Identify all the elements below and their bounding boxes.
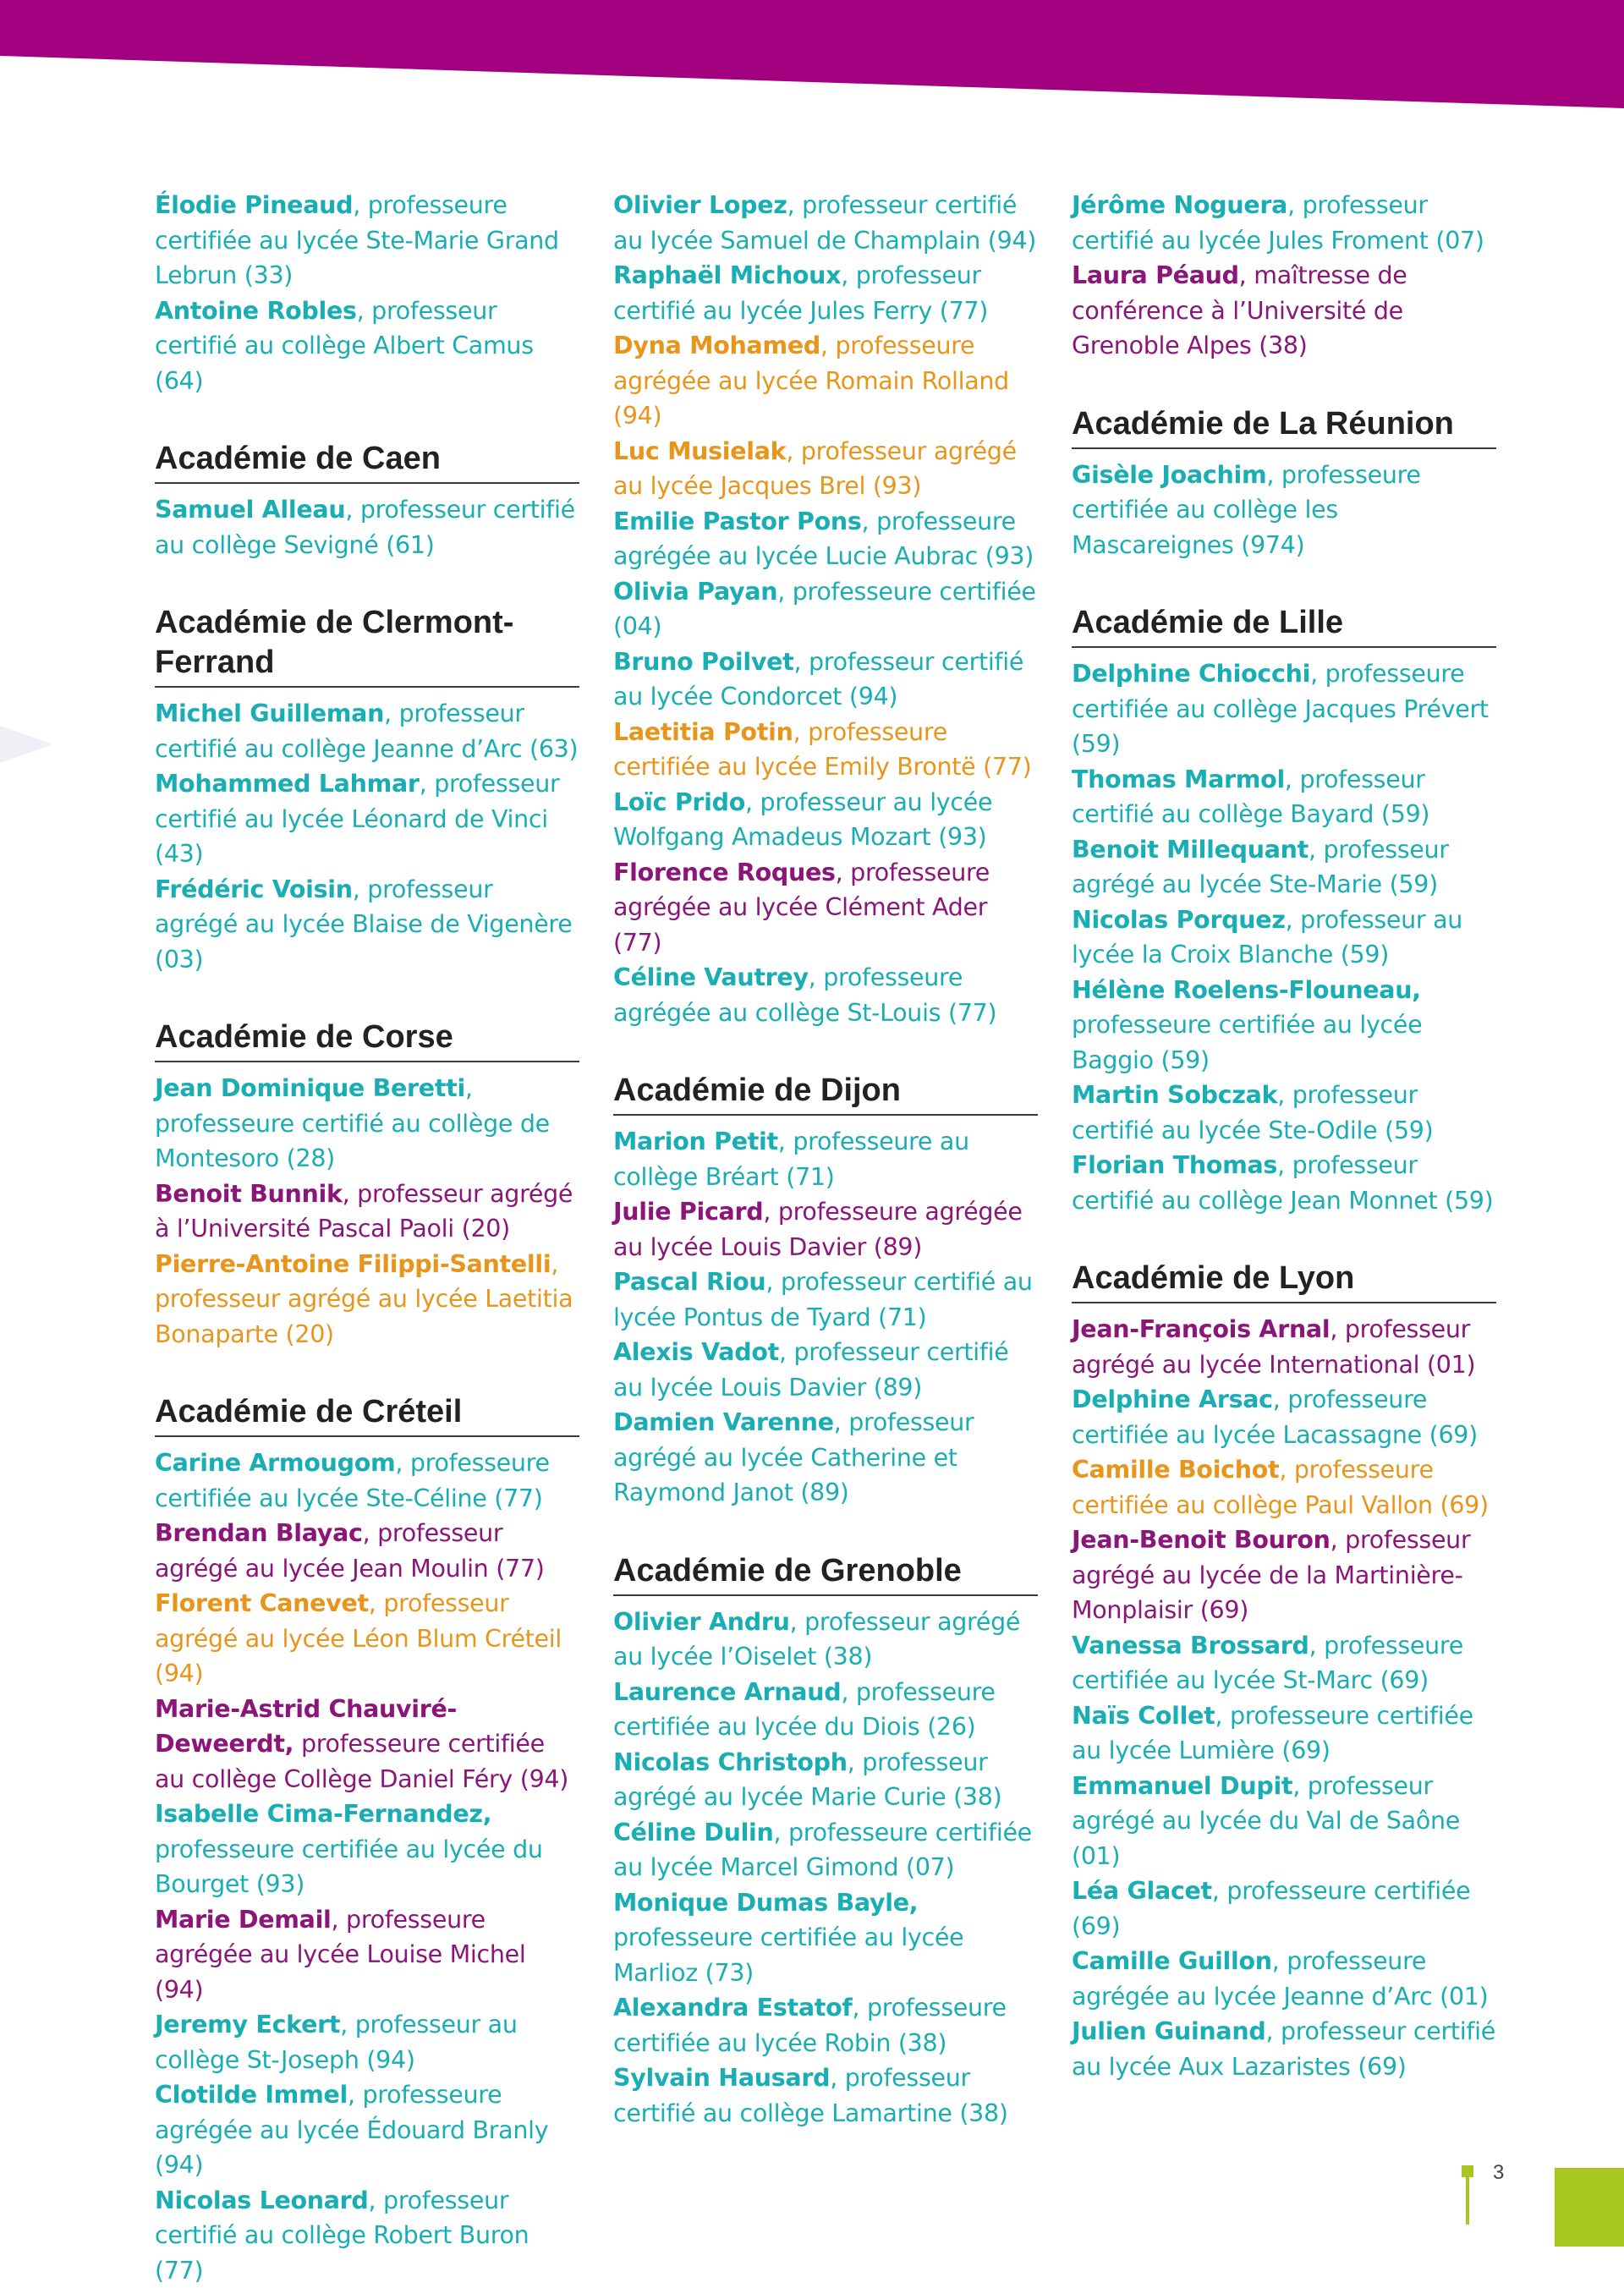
member-name: Benoit Bunnik bbox=[155, 1180, 343, 1208]
member-name: Céline Vautrey bbox=[613, 963, 809, 991]
member-entry bbox=[155, 1177, 579, 1247]
member-entry bbox=[1072, 1628, 1496, 1698]
member-name: Alexandra Estatof bbox=[613, 1994, 852, 2022]
member-name: Sylvain Hausard bbox=[613, 2064, 830, 2092]
section-heading: Académie de Créteil bbox=[155, 1392, 579, 1437]
top-banner-band bbox=[0, 0, 1624, 110]
member-role: , professeur agrégé au lycée Blaise de Vigenère (03) bbox=[155, 875, 572, 974]
member-entry bbox=[1072, 1148, 1496, 1218]
member-entry bbox=[155, 2183, 579, 2288]
member-role: , professeur certifié au collège Jean Monnet (59) bbox=[1072, 1151, 1493, 1215]
academy-section bbox=[613, 1071, 1038, 1511]
member-name: Gisèle Joachim bbox=[1072, 461, 1266, 489]
member-role: , professeure certifié au collège de Montesoro (28) bbox=[155, 1074, 550, 1172]
member-entry bbox=[613, 2060, 1038, 2131]
member-role: , professeur agrégé au lycée Catherine et Raymond Janot (89) bbox=[613, 1408, 974, 1506]
member-entry bbox=[155, 1071, 579, 1177]
section-heading: Académie de Clermont-Ferrand bbox=[155, 603, 579, 688]
member-name: Camille Guillon bbox=[1072, 1947, 1272, 1975]
member-role: , professeur certifié au lycée Condorcet (94) bbox=[613, 648, 1023, 711]
section-heading: Académie de Dijon bbox=[613, 1071, 1038, 1116]
member-role: , professeur certifié au lycée Samuel de Champlain (94) bbox=[613, 191, 1036, 255]
member-name: Alexis Vadot bbox=[613, 1338, 779, 1366]
member-role: , professeur agrégé au lycée Ste-Marie (59) bbox=[1072, 836, 1449, 899]
member-role: , professeur agrégé au lycée de la Martinière-Monplaisir (69) bbox=[1072, 1526, 1470, 1624]
member-name: Marion Petit bbox=[613, 1128, 778, 1155]
member-entry bbox=[155, 188, 579, 294]
member-name: Samuel Alleau bbox=[155, 496, 345, 524]
member-role: , professeur certifié au lycée Jules Ferry (77) bbox=[613, 261, 988, 325]
member-role: , professeure certifiée au lycée Lumière (69) bbox=[1072, 1702, 1473, 1765]
member-name: Benoit Millequant bbox=[1072, 836, 1309, 864]
member-role: , professeur agrégé au lycée Jean Moulin (77) bbox=[155, 1519, 545, 1583]
member-role: , professeur certifié au collège Robert Buron (77) bbox=[155, 2186, 529, 2285]
corner-accent-block bbox=[1555, 2168, 1624, 2247]
member-role: , professeur agrégé au lycée Marie Curie (38) bbox=[613, 1748, 1001, 1812]
member-role: , professeure certifiée (69) bbox=[1072, 1877, 1470, 1940]
section-heading: Académie de Corse bbox=[155, 1018, 579, 1062]
column-1 bbox=[155, 188, 579, 2288]
member-entry bbox=[613, 855, 1038, 961]
member-name: Marie Demail bbox=[155, 1906, 332, 1934]
section-heading: Académie de Lille bbox=[1072, 603, 1496, 648]
member-role: , professeur certifié au collège Albert Camus (64) bbox=[155, 297, 534, 395]
member-entry bbox=[1072, 1944, 1496, 2014]
member-entry bbox=[155, 2077, 579, 2183]
member-name: Isabelle Cima-Fernandez, bbox=[155, 1800, 491, 1828]
member-role: , professeure certifiée au lycée Ste-Céline (77) bbox=[155, 1449, 550, 1512]
member-name: Céline Dulin bbox=[613, 1819, 774, 1846]
member-entry bbox=[613, 574, 1038, 645]
member-name: Julien Guinand bbox=[1072, 2017, 1265, 2045]
member-entry bbox=[1072, 258, 1496, 364]
member-role: , professeur certifié au lycée Louis Davier (89) bbox=[613, 1338, 1009, 1402]
member-entry bbox=[1072, 1698, 1496, 1769]
member-entry bbox=[1072, 2014, 1496, 2084]
academy-section bbox=[613, 188, 1038, 1030]
member-role: , professeur certifié au lycée Pontus de Tyard (71) bbox=[613, 1268, 1033, 1331]
page-marker bbox=[1462, 2165, 1479, 2225]
member-entry bbox=[613, 1815, 1038, 1885]
member-name: Florence Roques bbox=[613, 859, 836, 886]
member-name: Laura Péaud bbox=[1072, 261, 1239, 289]
member-entry bbox=[1072, 1312, 1496, 1382]
academy-section bbox=[1072, 603, 1496, 1218]
member-entry bbox=[1072, 1078, 1496, 1148]
member-entry bbox=[613, 1885, 1038, 1991]
member-entry bbox=[613, 645, 1038, 715]
member-role: , professeur au lycée la Croix Blanche (59) bbox=[1072, 906, 1462, 969]
member-role: , professeur certifié au collège Jeanne d’Arc (63) bbox=[155, 700, 578, 763]
member-entry bbox=[155, 1247, 579, 1352]
member-name: Jean-Benoit Bouron bbox=[1072, 1526, 1330, 1554]
member-entry bbox=[1072, 1874, 1496, 1944]
member-name: Nicolas Porquez bbox=[1072, 906, 1286, 934]
member-role: , professeure certifiée au lycée Lacassagne (69) bbox=[1072, 1385, 1478, 1449]
member-name: Delphine Arsac bbox=[1072, 1385, 1273, 1413]
member-name: Pascal Riou bbox=[613, 1268, 765, 1296]
member-name: Vanessa Brossard bbox=[1072, 1632, 1309, 1660]
member-name: Jérôme Noguera bbox=[1072, 191, 1287, 219]
member-name: Thomas Marmol bbox=[1072, 765, 1285, 793]
member-name: Nicolas Christoph bbox=[613, 1748, 848, 1776]
member-entry bbox=[1072, 973, 1496, 1078]
member-role: , professeure au collège Bréart (71) bbox=[613, 1128, 969, 1191]
member-role: professeure certifiée au lycée Marlioz (73) bbox=[613, 1923, 963, 1987]
member-role: , professeur certifié au collège Lamartine (38) bbox=[613, 2064, 1008, 2127]
member-role: , professeure agrégée au lycée Louis Davier (89) bbox=[613, 1198, 1023, 1261]
member-role: , professeur agrégé au lycée Léon Blum Créteil (94) bbox=[155, 1589, 562, 1687]
member-entry bbox=[613, 785, 1038, 855]
member-name: Pierre-Antoine Filippi-Santelli bbox=[155, 1250, 551, 1278]
member-entry bbox=[155, 872, 579, 978]
member-entry bbox=[1072, 903, 1496, 973]
member-role: , professeure agrégée au lycée Louise Michel (94) bbox=[155, 1906, 526, 2004]
member-name: Laurence Arnaud bbox=[613, 1678, 841, 1706]
member-entry bbox=[613, 1265, 1038, 1335]
member-role: , professeure certifiée au lycée Ste-Marie Grand Lebrun (33) bbox=[155, 191, 559, 289]
member-name: Loïc Prido bbox=[613, 788, 745, 816]
member-name: Jean Dominique Beretti bbox=[155, 1074, 465, 1102]
member-role: , professeure certifiée (04) bbox=[613, 578, 1036, 641]
member-entry bbox=[613, 1990, 1038, 2060]
member-name: Clotilde Immel bbox=[155, 2081, 348, 2109]
member-role: , professeur agrégé au lycée Jacques Brel (93) bbox=[613, 437, 1017, 501]
member-name: Laetitia Potin bbox=[613, 718, 793, 746]
member-entry bbox=[613, 1605, 1038, 1675]
member-role: , professeur au lycée Wolfgang Amadeus Mozart (93) bbox=[613, 788, 992, 852]
member-name: Monique Dumas Bayle, bbox=[613, 1889, 918, 1917]
member-name: Damien Varenne bbox=[613, 1408, 834, 1436]
member-role: , professeur certifié au collège Sevigné (61) bbox=[155, 496, 575, 559]
member-name: Delphine Chiocchi bbox=[1072, 660, 1310, 688]
member-name: Carine Armougom bbox=[155, 1449, 395, 1477]
member-name: Emilie Pastor Pons bbox=[613, 508, 862, 535]
member-name: Florent Canevet bbox=[155, 1589, 369, 1617]
member-role: , professeure certifiée au lycée Robin (38) bbox=[613, 1994, 1007, 2057]
member-name: Bruno Poilvet bbox=[613, 648, 794, 676]
member-role: , professeure agrégée au lycée Jeanne d’Arc (01) bbox=[1072, 1947, 1488, 2011]
member-name: Léa Glacet bbox=[1072, 1877, 1212, 1905]
member-name: Julie Picard bbox=[613, 1198, 763, 1226]
member-entry bbox=[1072, 1769, 1496, 1874]
academy-section bbox=[1072, 404, 1496, 563]
member-entry bbox=[1072, 1382, 1496, 1452]
member-entry bbox=[613, 1675, 1038, 1745]
member-role: , professeur certifié au lycée Jules Froment (07) bbox=[1072, 191, 1484, 255]
member-entry bbox=[1072, 1523, 1496, 1628]
member-role: , professeure agrégée au lycée Romain Rolland (94) bbox=[613, 332, 1009, 430]
member-entry bbox=[613, 1335, 1038, 1405]
member-role: , professeure certifiée au collège Paul Vallon (69) bbox=[1072, 1456, 1489, 1519]
member-name: Hélène Roelens-Flouneau, bbox=[1072, 976, 1421, 1004]
member-name: Naïs Collet bbox=[1072, 1702, 1215, 1730]
member-entry bbox=[155, 696, 579, 766]
member-entry bbox=[1072, 458, 1496, 563]
column-3 bbox=[1072, 188, 1496, 2084]
member-role: professeure certifiée au lycée du Bourget (93) bbox=[155, 1835, 543, 1899]
decorative-chevron bbox=[0, 719, 59, 770]
member-name: Olivier Lopez bbox=[613, 191, 787, 219]
member-entry bbox=[1072, 188, 1496, 258]
member-name: Marie-Astrid Chauviré-Deweerdt, bbox=[155, 1695, 457, 1759]
member-entry bbox=[613, 504, 1038, 574]
member-entry bbox=[155, 294, 579, 399]
member-entry bbox=[155, 1586, 579, 1692]
member-name: Florian Thomas bbox=[1072, 1151, 1277, 1179]
member-entry bbox=[155, 1516, 579, 1586]
member-entry bbox=[155, 1446, 579, 1516]
member-name: Jeremy Eckert bbox=[155, 2011, 340, 2038]
member-name: Camille Boichot bbox=[1072, 1456, 1279, 1484]
member-role: , professeur agrégé au lycée du Val de Saône (01) bbox=[1072, 1772, 1460, 1870]
member-role: professeure certifiée au collège Collège Daniel Féry (94) bbox=[155, 1730, 568, 1793]
member-entry bbox=[613, 1745, 1038, 1815]
member-role: , professeure certifiée au lycée Emily Brontë (77) bbox=[613, 718, 1031, 782]
member-role: professeure certifiée au lycée Baggio (59) bbox=[1072, 1011, 1422, 1074]
member-entry bbox=[613, 960, 1038, 1030]
member-role: , maîtresse de conférence à l’Université de Grenoble Alpes (38) bbox=[1072, 261, 1407, 359]
member-name: Antoine Robles bbox=[155, 297, 357, 325]
member-role: , professeure agrégée au lycée Clément Ader (77) bbox=[613, 859, 990, 957]
member-role: , professeur certifié au lycée Ste-Odile (59) bbox=[1072, 1081, 1433, 1144]
member-name: Michel Guilleman bbox=[155, 700, 384, 727]
member-name: Olivier Andru bbox=[613, 1608, 790, 1636]
member-entry bbox=[613, 1194, 1038, 1265]
member-role: , professeur agrégé au lycée Laetitia Bonaparte (20) bbox=[155, 1250, 573, 1348]
member-entry bbox=[155, 2007, 579, 2077]
member-entry bbox=[1072, 1452, 1496, 1523]
member-name: Raphaël Michoux bbox=[613, 261, 841, 289]
section-heading: Académie de La Réunion bbox=[1072, 404, 1496, 449]
member-entry bbox=[155, 1797, 579, 1902]
member-entry bbox=[1072, 762, 1496, 832]
academy-section bbox=[155, 603, 579, 977]
member-entry bbox=[1072, 656, 1496, 762]
member-role: , professeure agrégée au lycée Lucie Aubrac (93) bbox=[613, 508, 1034, 571]
member-role: , professeur certifié au lycée Aux Lazaristes (69) bbox=[1072, 2017, 1495, 2081]
member-role: , professeure certifiée au collège Jacques Prévert (59) bbox=[1072, 660, 1489, 758]
member-name: Élodie Pineaud bbox=[155, 191, 353, 219]
member-entry bbox=[613, 258, 1038, 328]
academy-section bbox=[155, 1392, 579, 2288]
member-role: , professeure agrégée au lycée Édouard Branly (94) bbox=[155, 2081, 548, 2179]
member-name: Frédéric Voisin bbox=[155, 875, 353, 903]
academy-section bbox=[155, 188, 579, 398]
member-entry bbox=[155, 492, 579, 562]
member-role: , professeur certifié au lycée Léonard de Vinci (43) bbox=[155, 770, 559, 868]
member-name: Luc Musielak bbox=[613, 437, 786, 465]
member-role: , professeur agrégé à l’Université Pascal Paoli (20) bbox=[155, 1180, 573, 1243]
member-role: , professeur au collège St-Joseph (94) bbox=[155, 2011, 518, 2074]
member-entry bbox=[613, 188, 1038, 258]
member-name: Dyna Mohamed bbox=[613, 332, 820, 359]
member-name: Emmanuel Dupit bbox=[1072, 1772, 1292, 1800]
member-entry bbox=[613, 1124, 1038, 1194]
academy-section bbox=[613, 1551, 1038, 2132]
member-name: Brendan Blayac bbox=[155, 1519, 363, 1547]
member-entry bbox=[155, 1692, 579, 1797]
member-role: , professeur certifié au collège Bayard (59) bbox=[1072, 765, 1429, 829]
member-entry bbox=[613, 328, 1038, 434]
academy-section bbox=[155, 1018, 579, 1352]
member-entry bbox=[1072, 832, 1496, 903]
member-role: , professeure agrégée au collège St-Louis (77) bbox=[613, 963, 996, 1027]
page-number: 3 bbox=[1493, 2161, 1504, 2185]
member-name: Nicolas Leonard bbox=[155, 2186, 369, 2214]
member-name: Olivia Payan bbox=[613, 578, 777, 606]
member-role: , professeur agrégé au lycée l’Oiselet (38) bbox=[613, 1608, 1020, 1671]
member-role: , professeure certifiée au lycée du Diois (26) bbox=[613, 1678, 996, 1742]
member-entry bbox=[613, 715, 1038, 785]
column-2 bbox=[613, 188, 1038, 2131]
academy-section bbox=[1072, 1259, 1496, 2084]
academy-section bbox=[155, 439, 579, 562]
member-role: , professeure certifiée au lycée St-Marc (69) bbox=[1072, 1632, 1463, 1695]
member-name: Mohammed Lahmar bbox=[155, 770, 420, 798]
section-heading: Académie de Grenoble bbox=[613, 1551, 1038, 1596]
member-entry bbox=[613, 1405, 1038, 1511]
member-entry bbox=[155, 766, 579, 872]
section-heading: Académie de Caen bbox=[155, 439, 579, 484]
member-name: Jean-François Arnal bbox=[1072, 1315, 1330, 1343]
member-name: Martin Sobczak bbox=[1072, 1081, 1277, 1109]
section-heading: Académie de Lyon bbox=[1072, 1259, 1496, 1303]
member-role: , professeure certifiée au lycée Marcel Gimond (07) bbox=[613, 1819, 1032, 1882]
academy-section bbox=[1072, 188, 1496, 364]
member-entry bbox=[613, 434, 1038, 504]
member-entry bbox=[155, 1902, 579, 2008]
member-role: , professeure certifiée au collège les Mascareignes (974) bbox=[1072, 461, 1421, 559]
member-role: , professeur agrégé au lycée International (01) bbox=[1072, 1315, 1475, 1379]
